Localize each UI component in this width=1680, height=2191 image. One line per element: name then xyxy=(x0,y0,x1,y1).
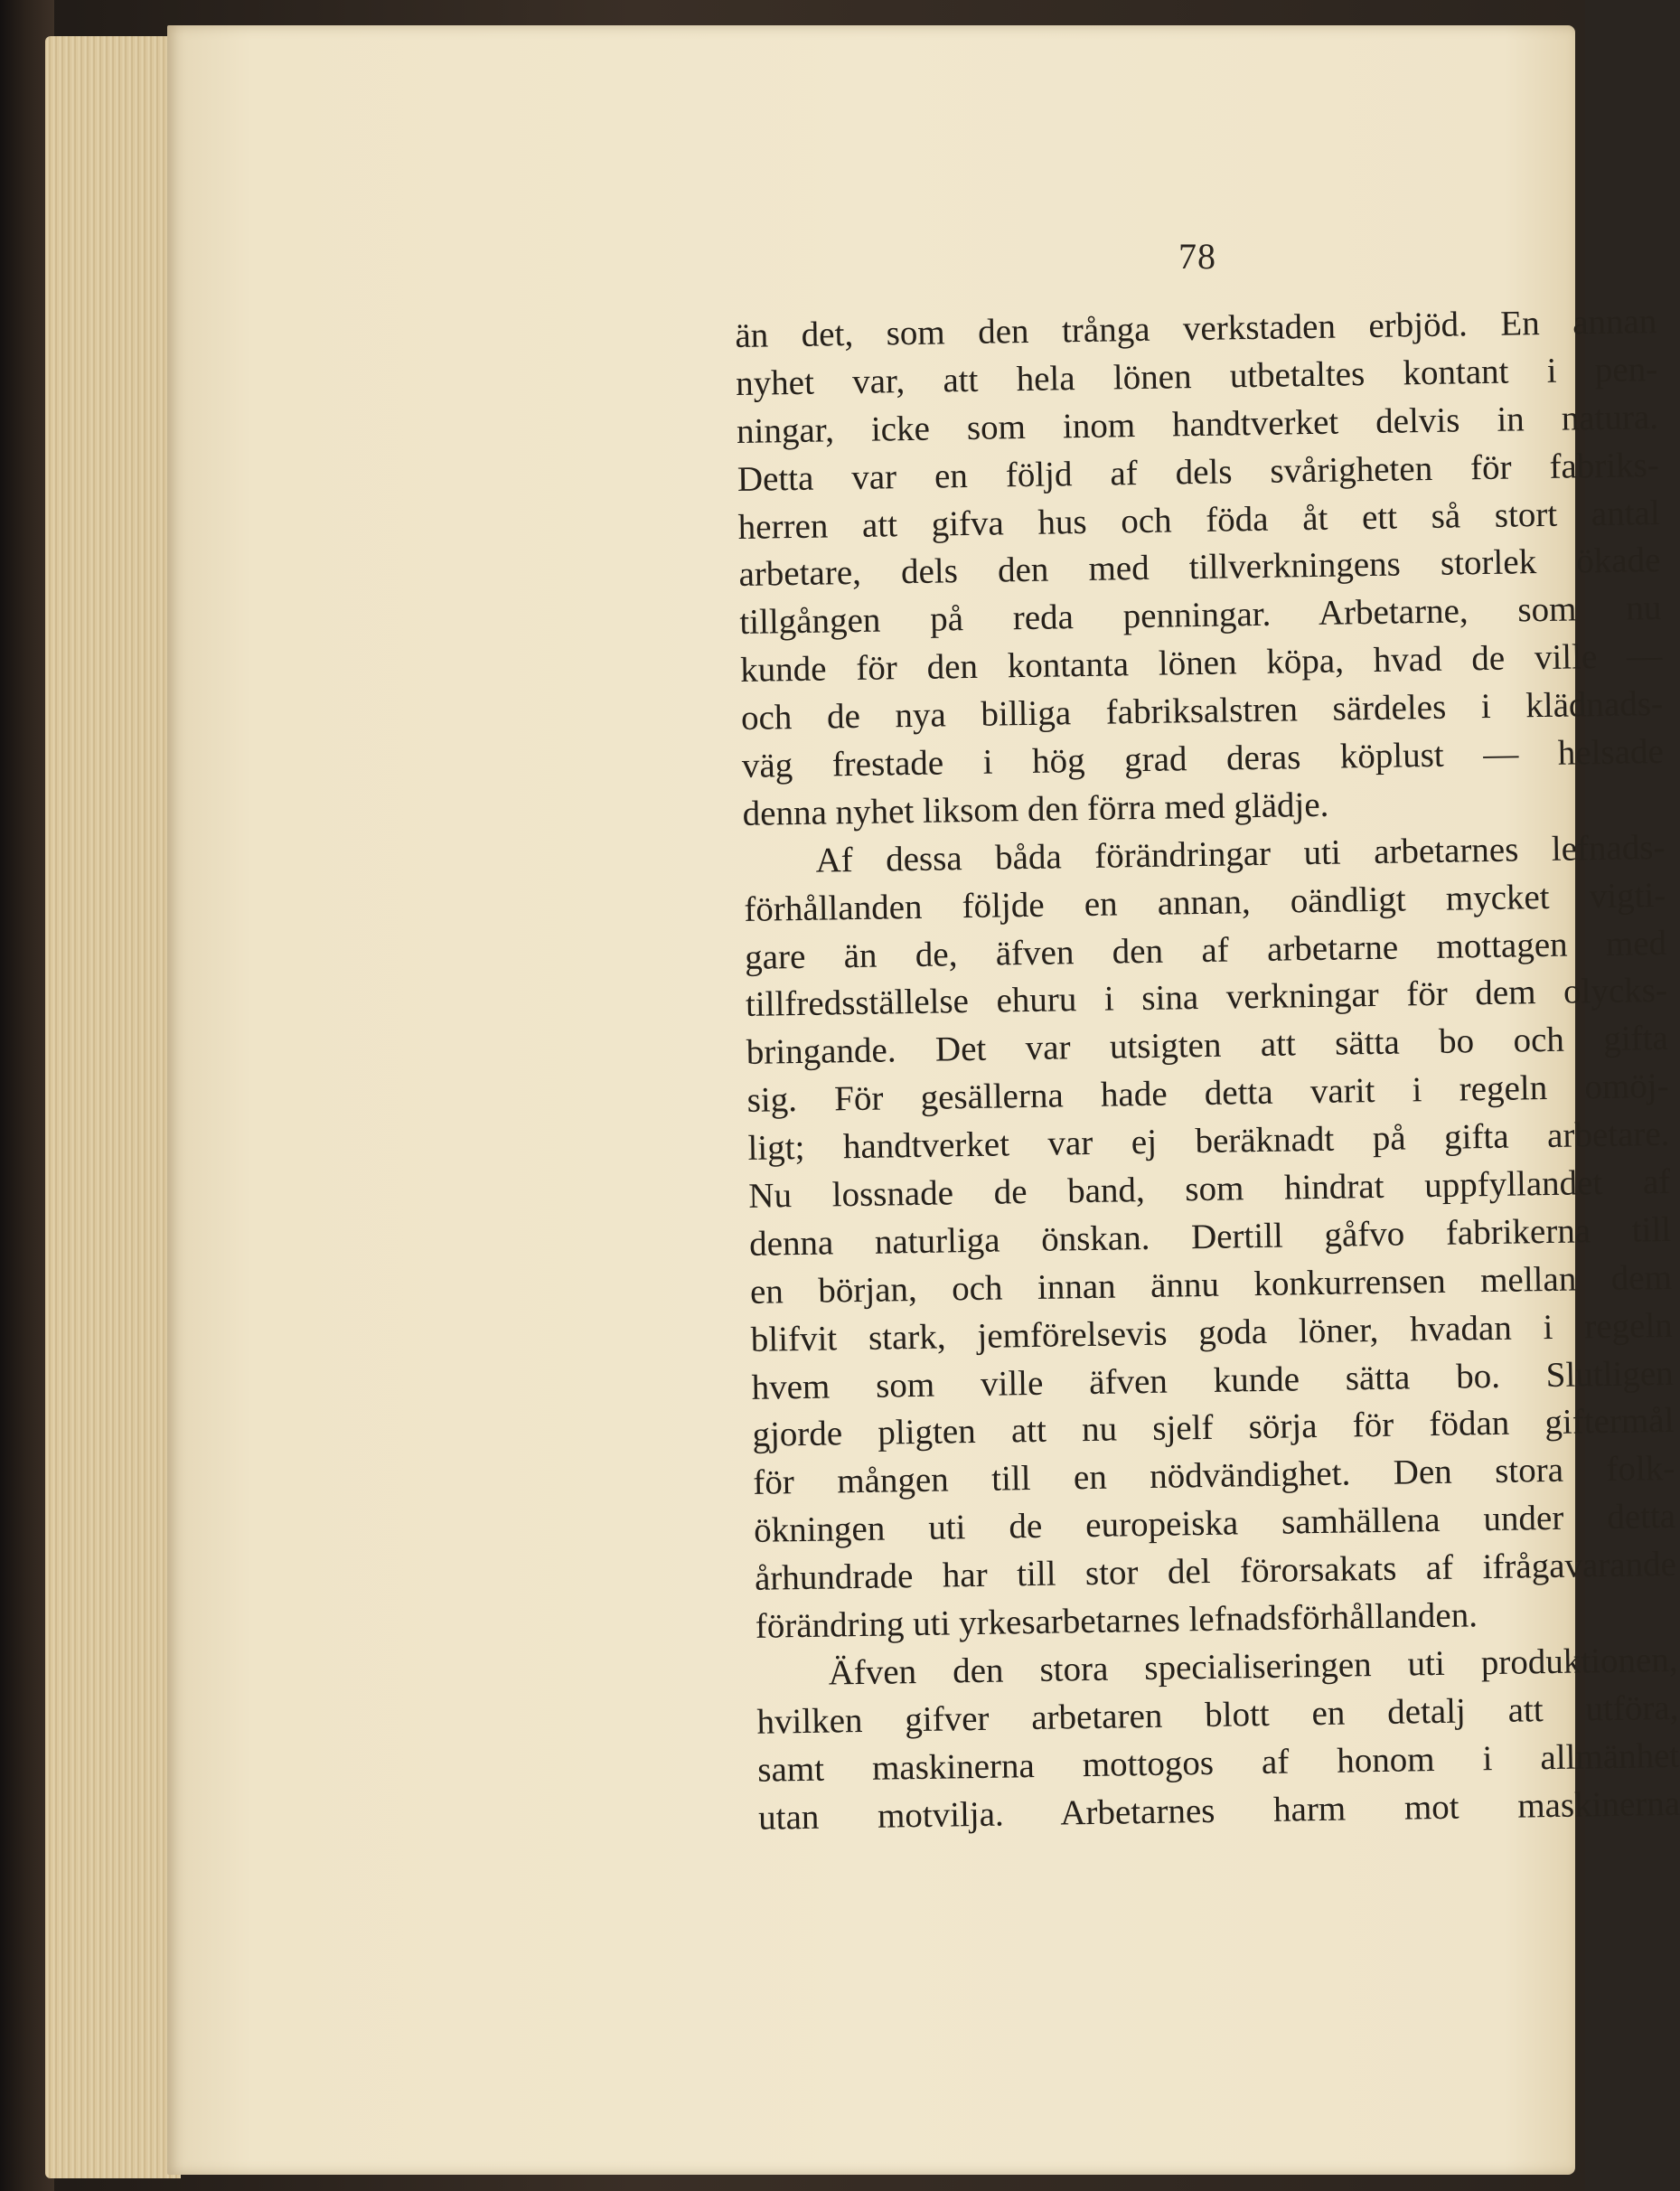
text-line: och de nya billiga fabriksalstren särdeles i klädnads- xyxy=(740,684,1664,738)
text-line: förhållanden följde en annan, oändligt mycket vigti- xyxy=(744,875,1666,929)
text-line: denna naturliga önskan. Dertill gåfvo fabrikerna till xyxy=(748,1209,1672,1264)
text-line: århundrade har till stor del förorsakats af ifrågavarande xyxy=(754,1544,1677,1598)
text-line: en början, och innan ännu konkurrensen mellan dem xyxy=(749,1257,1673,1312)
text-line: sig. För gesällerna hade detta varit i regeln omöj- xyxy=(746,1067,1669,1121)
page-number: 78 xyxy=(1178,236,1216,277)
body-text xyxy=(735,298,1680,1842)
text-line: utan motvilja. Arbetarnes harm mot maskinerna xyxy=(757,1783,1680,1838)
text-line: herren att gifva hus och föda åt ett så stort antal xyxy=(737,493,1660,547)
text-line: gare än de, äfven den af arbetarne mottagen med xyxy=(744,923,1667,977)
text-line: hvilken gifver arbetaren blott en detalj att utföra, xyxy=(756,1688,1679,1742)
text-line: Äfven den stora specialiseringen uti produktionen, xyxy=(828,1640,1678,1693)
book-page xyxy=(167,25,1680,2175)
text-line: arbetare, dels den med tillverkningens storlek ökade xyxy=(738,541,1661,595)
text-line: nyhet var, att hela lönen utbetaltes kontant i pen- xyxy=(735,349,1658,403)
text-line: ökningen uti de europeiska samhällena under detta xyxy=(753,1497,1676,1551)
text-line: gjorde pligten att nu sjelf sörja för födan giftermål xyxy=(752,1401,1675,1455)
text-line: denna nyhet liksom den förra med glädje. xyxy=(742,785,1329,833)
text-line: blifvit stark, jemförelsevis goda löner, hvadan i regeln xyxy=(750,1305,1674,1359)
text-line: hvem som ville äfven kunde sätta bo. Slutligen xyxy=(751,1353,1674,1407)
text-line: ligt; handtverket var ej beräknadt på gifta arbetare. xyxy=(747,1114,1670,1169)
text-line: än det, som den trånga verkstaden erbjöd. En annan xyxy=(735,301,1657,355)
text-line: Af dessa båda förändringar uti arbetarnes lefnads- xyxy=(815,827,1666,880)
text-line: förändring uti yrkesarbetarnes lefnadsförhållanden. xyxy=(755,1595,1478,1646)
text-line: för mången till en nödvändighet. Den stora folk- xyxy=(753,1449,1675,1503)
text-line: Detta var en följd af dels svårigheten för fabriks- xyxy=(737,445,1660,499)
text-line: Nu lossnade de band, som hindrat uppfyllandet af xyxy=(748,1161,1671,1216)
page-edges xyxy=(45,36,181,2178)
text-line: ningar, icke som inom handtverket delvis in natura. xyxy=(736,397,1659,451)
text-line: kunde för den kontanta lönen köpa, hvad de ville — xyxy=(739,636,1663,691)
text-line: väg frestade i hög grad deras köplust — helsade xyxy=(741,731,1665,785)
text-line: samt maskinerna mottogos af honom i allmänhet xyxy=(756,1735,1680,1790)
text-line: tillgången på reda penningar. Arbetarne, som nu xyxy=(739,588,1662,643)
text-line: bringande. Det var utsigten att sätta bo och gifta xyxy=(746,1019,1669,1073)
text-line: tillfredsställelse ehuru i sina verkningar för dem olycks- xyxy=(745,971,1668,1025)
